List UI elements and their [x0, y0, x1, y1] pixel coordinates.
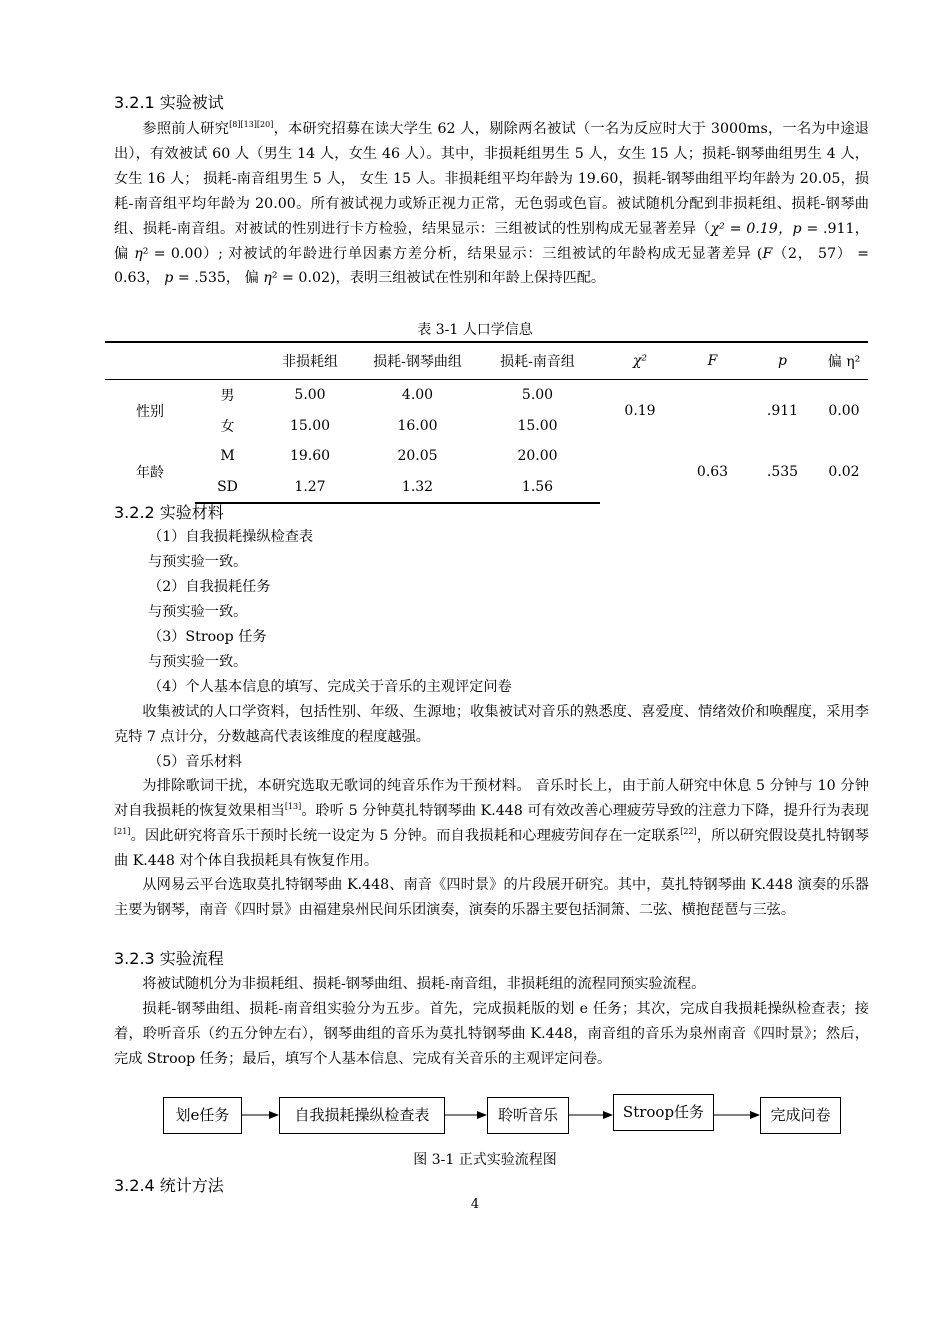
row-label: 男 [220, 388, 235, 405]
list-text: 与预实验一致。 [148, 604, 248, 620]
list-item: （3）Stroop 任务 [148, 629, 267, 645]
chi-value: 0.19 [624, 402, 656, 419]
col-header: χ² [600, 342, 680, 380]
paragraph-music: 为排除歌词干扰，本研究选取无歌词的纯音乐作为干预材料。 音乐时长上，由于前人研究中休息 5 分钟与 10 分钟对自我损耗的恢复效果相当[13]。聆听 5 分钟莫扎特钢琴曲 K.448 可有效改善心理疲劳导致的注意力下降，提升行为表现[21]。因此研究将音乐干预时长统一设定为 5 分钟。而自我损耗和心理疲劳间存在一定联系[22]，所以研究假设莫扎特钢琴曲 K.448 对个体自我损耗具有恢复作用。 [114, 778, 869, 869]
flow-step: 完成问卷 [760, 1097, 841, 1134]
paragraph-procedure-1: 将被试随机分为非损耗组、损耗-钢琴曲组、损耗-南音组，非损耗组的流程同预实验流程。 [142, 976, 706, 992]
row-label: M [220, 448, 235, 465]
row-label: 女 [220, 418, 235, 435]
col-header: 偏 η² [820, 342, 868, 380]
section-heading-321: 3.2.1 实验被试 [114, 93, 224, 112]
list-item: （2）自我损耗任务 [148, 579, 271, 595]
table-row: 性别 男 5.00 4.00 5.00 0.19 .911 0.00 [105, 380, 868, 411]
col-header: 损耗-钢琴曲组 [360, 342, 475, 380]
paragraph-procedure-2: 损耗-钢琴曲组、损耗-南音组实验分为五步。首先，完成损耗版的划 e 任务；其次，完成自我损耗操纵检查表；接着，聆听音乐（约五分钟左右），钢琴曲组的音乐为莫扎特钢琴曲 K.448，南音组的音乐为泉州南音《四时景》；然后，完成 Stroop 任务；最后，填写个人基本信息、完成有关音乐的主观评定问卷。 [114, 1001, 869, 1067]
citation: [22] [680, 826, 697, 836]
p-value: .911 [766, 402, 799, 419]
col-header: F [680, 342, 745, 380]
flow-step: 划e任务 [163, 1097, 242, 1134]
section-heading-324: 3.2.4 统计方法 [114, 1176, 224, 1195]
paragraph-subjects: 参照前人研究[8][13][20]，本研究招募在读大学生 62 人，剔除两名被试（一名为反应时大于 3000ms，一名为中途退出），有效被试 60 人（男生 14 人，女生 46 人）。其中，非损耗组男生 5 人，女生 15 人；损耗-钢琴曲组男生 4 人， 女生 16 人； 损耗-南音组男生 5 人， 女生 15 人。非损耗组平均年龄为 19.60，损耗-钢琴曲组平均年龄为 20.05，损耗-南音组平均年龄为 20.00。所有被试视力或矫正视力正常，无色弱或色盲。被试随机分配到非损耗组、损耗-钢琴曲组、损耗-南音组。对被试的性别进行卡方检验，结果显示：三组被试的性别构成无显著差异（χ² = 0.19，p = .911，偏 η² = 0.00）; 对被试的年龄进行单因素方差分析，结果显示：三组被试的年龄构成无显著差异 (F（2， 57） = 0.63， p = .535， 偏 η² = 0.02)，表明三组被试在性别和年龄上保持匹配。 [114, 120, 869, 287]
figure-caption: 图 3-1 正式实验流程图 [413, 1152, 557, 1168]
list-text: 与预实验一致。 [148, 654, 248, 670]
list-item: （1）自我损耗操纵检查表 [148, 529, 314, 545]
eta-value: 0.00 [828, 402, 860, 419]
paragraph-questionnaire: 收集被试的人口学资料，包括性别、年级、生源地；收集被试对音乐的熟悉度、喜爱度、情绪效价和唤醒度，采用李克特 7 点计分，分数越高代表该维度的程度越强。 [114, 704, 869, 745]
section-heading-323: 3.2.3 实验流程 [114, 949, 224, 968]
flow-step: 聆听音乐 [487, 1097, 569, 1134]
col-header: 非损耗组 [260, 342, 360, 380]
eta-value: 0.02 [828, 464, 860, 480]
citation: [13] [284, 801, 302, 811]
col-header: 损耗-南音组 [475, 342, 600, 380]
demographics-table [105, 341, 868, 504]
list-text: 与预实验一致。 [148, 554, 248, 570]
row-label: SD [195, 472, 260, 504]
group-label: 年龄 [136, 465, 164, 481]
citation: [8][13][20] [229, 120, 274, 129]
col-header: p [745, 342, 820, 380]
table-row: 年龄 M 19.60 20.05 20.00 0.63 .535 0.02 [105, 441, 868, 472]
section-heading-322: 3.2.2 实验材料 [114, 503, 224, 522]
flow-step: Stroop任务 [613, 1094, 714, 1131]
f-value: 0.63 [696, 464, 729, 480]
citation: [21] [114, 826, 131, 836]
table-row: 女 15.00 16.00 15.00 [105, 411, 868, 442]
p-value: .535 [766, 464, 799, 480]
table-row: SD 1.27 1.32 1.56 [105, 472, 868, 504]
list-item: （4）个人基本信息的填写、完成关于音乐的主观评定问卷 [148, 679, 512, 695]
table-header-row [105, 342, 868, 380]
list-item: （5）音乐材料 [148, 754, 243, 770]
table-caption: 表 3-1 人口学信息 [417, 322, 533, 338]
paragraph-music-source: 从网易云平台选取莫扎特钢琴曲 K.448、南音《四时景》的片段展开研究。其中，莫扎特钢琴曲 K.448 演奏的乐器主要为钢琴，南音《四时景》由福建泉州民间乐团演奏，演奏的乐器主要包括洞箫、二弦、横抱琵琶与三弦。 [114, 877, 869, 918]
page-number: 4 [470, 1197, 480, 1212]
flow-step: 自我损耗操纵检查表 [279, 1097, 445, 1134]
group-label: 性别 [136, 403, 164, 420]
